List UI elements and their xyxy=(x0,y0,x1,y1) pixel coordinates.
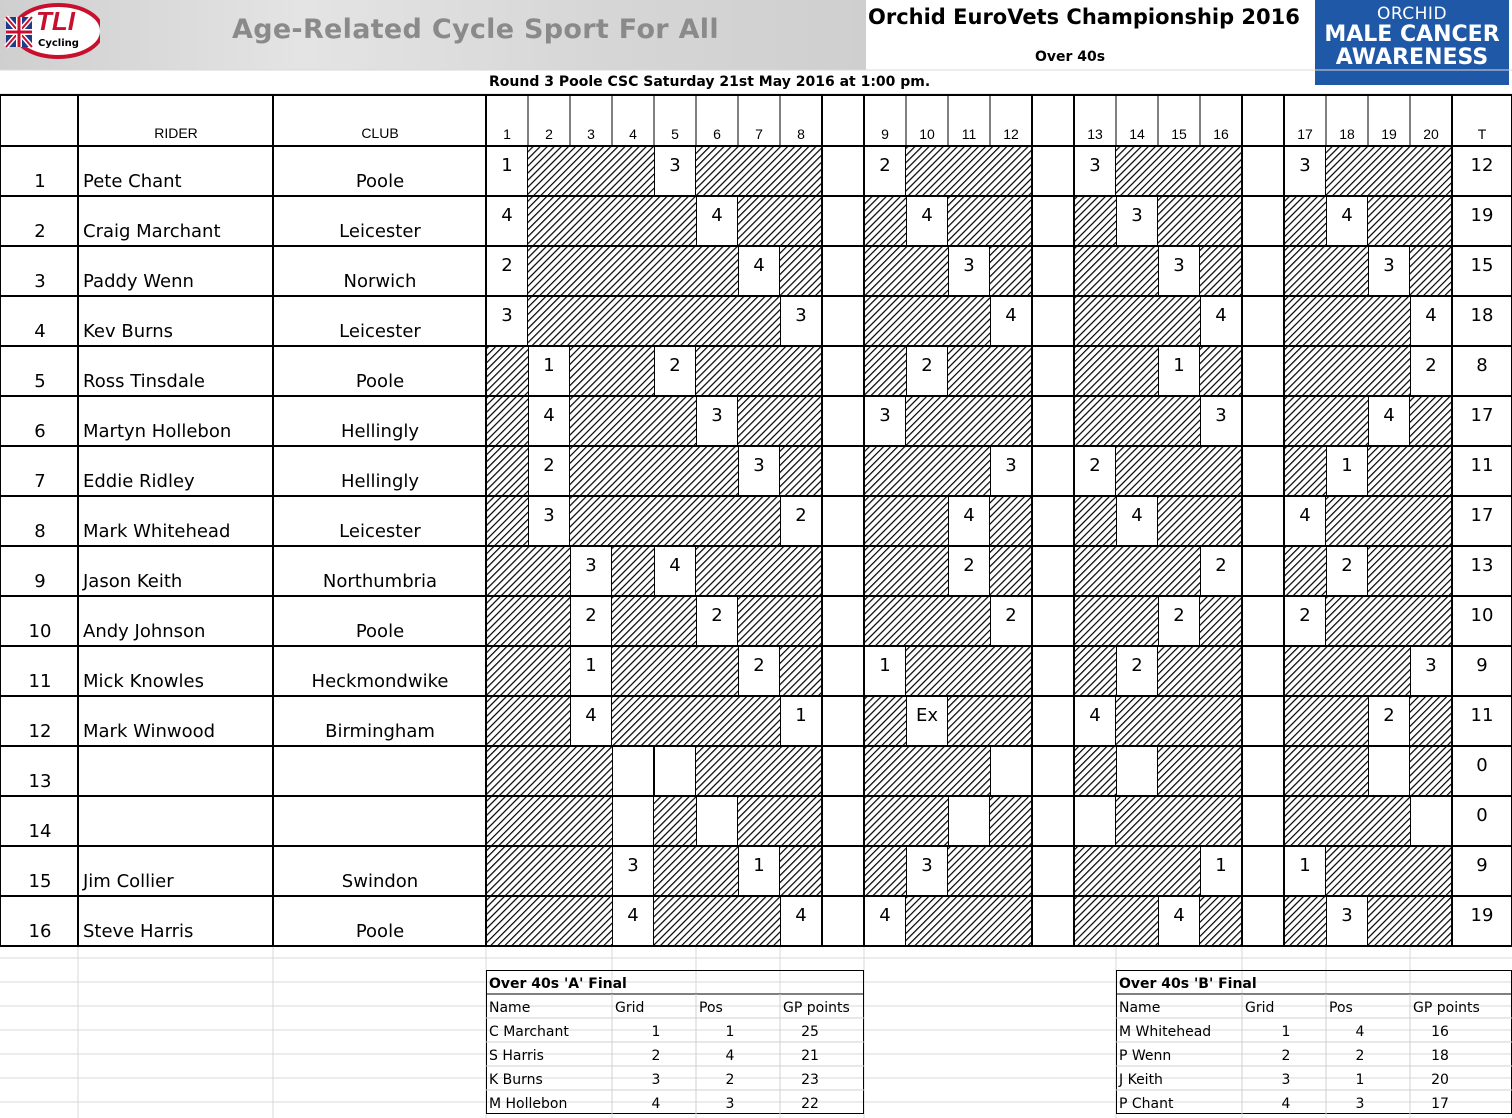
heat-result: 3 xyxy=(1089,155,1101,176)
column-header-heat: 19 xyxy=(1381,126,1397,142)
final-header: GP points xyxy=(783,1000,850,1016)
rider-total: 19 xyxy=(1470,905,1494,926)
rider-name: Mick Knowles xyxy=(83,671,204,692)
column-header-heat: 14 xyxy=(1129,126,1145,142)
heat-result: 4 xyxy=(753,255,765,276)
rider-total: 19 xyxy=(1470,205,1494,226)
heat-result: 1 xyxy=(879,655,891,676)
heat-result: 3 xyxy=(1131,205,1143,226)
column-header-heat: 7 xyxy=(755,126,763,142)
heat-result: 2 xyxy=(711,605,723,626)
rider-name: Pete Chant xyxy=(83,171,182,192)
heat-result: 4 xyxy=(1215,305,1227,326)
final-grid: 1 xyxy=(651,1024,661,1040)
column-header-heat: 2 xyxy=(545,126,553,142)
final-grid: 1 xyxy=(1281,1024,1291,1040)
rider-number: 13 xyxy=(28,771,52,792)
rider-total: 0 xyxy=(1476,805,1488,826)
rider-total: 12 xyxy=(1470,155,1494,176)
heat-result: 1 xyxy=(1341,455,1353,476)
heat-result: 4 xyxy=(963,505,975,526)
final-header: Grid xyxy=(1245,1000,1275,1016)
heat-result: 2 xyxy=(1173,605,1185,626)
heat-result: 2 xyxy=(501,255,513,276)
heat-result: 3 xyxy=(1425,655,1437,676)
rider-number: 10 xyxy=(28,621,52,642)
heat-result: 4 xyxy=(501,205,513,226)
heat-result: 2 xyxy=(879,155,891,176)
heat-result: 4 xyxy=(1005,305,1017,326)
final-points: 21 xyxy=(801,1048,819,1064)
final-name: C Marchant xyxy=(489,1024,569,1040)
final-name: P Chant xyxy=(1119,1096,1174,1112)
final-header: Grid xyxy=(615,1000,645,1016)
final-grid: 3 xyxy=(651,1072,661,1088)
rider-number: 16 xyxy=(28,921,52,942)
heat-result: 3 xyxy=(627,855,639,876)
rider-club: Leicester xyxy=(339,521,421,542)
heat-result: 2 xyxy=(1299,605,1311,626)
rider-total: 10 xyxy=(1470,605,1494,626)
column-header-heat: 20 xyxy=(1423,126,1439,142)
rider-club: Leicester xyxy=(339,221,421,242)
heat-result: 4 xyxy=(1425,305,1437,326)
rider-name: Andy Johnson xyxy=(83,621,206,642)
column-header-club: CLUB xyxy=(361,125,399,141)
heat-result: 1 xyxy=(585,655,597,676)
tagline: Age-Related Cycle Sport For All xyxy=(232,14,719,45)
final-pos: 2 xyxy=(1355,1048,1365,1064)
heat-result: 2 xyxy=(921,355,933,376)
rider-club: Poole xyxy=(355,171,405,192)
heat-result: 3 xyxy=(1215,405,1227,426)
heat-result: 4 xyxy=(669,555,681,576)
heat-result: 3 xyxy=(753,455,765,476)
rider-name: Jim Collier xyxy=(83,871,174,892)
sponsor-line-1: ORCHID xyxy=(1376,4,1448,24)
heat-result: 3 xyxy=(501,305,513,326)
column-header-heat: 10 xyxy=(919,126,935,142)
final-name: M Hollebon xyxy=(489,1096,568,1112)
heat-result: 2 xyxy=(1089,455,1101,476)
heat-result: 4 xyxy=(1299,505,1311,526)
heat-result: 2 xyxy=(585,605,597,626)
heat-result: 1 xyxy=(501,155,513,176)
final-points: 20 xyxy=(1431,1072,1449,1088)
heat-result: 2 xyxy=(1215,555,1227,576)
heat-result: 3 xyxy=(1173,255,1185,276)
rider-total: 11 xyxy=(1470,705,1494,726)
rider-number: 15 xyxy=(28,871,52,892)
rider-number: 6 xyxy=(34,421,46,442)
rider-total: 17 xyxy=(1470,405,1494,426)
heat-result: 3 xyxy=(879,405,891,426)
final-pos: 3 xyxy=(1355,1096,1365,1112)
column-header-heat: 4 xyxy=(629,126,637,142)
final-header: GP points xyxy=(1413,1000,1480,1016)
heat-result: 3 xyxy=(543,505,555,526)
rider-club: Poole xyxy=(355,621,405,642)
rider-club: Norwich xyxy=(343,271,417,292)
final-header: Pos xyxy=(699,1000,723,1016)
final-grid: 3 xyxy=(1281,1072,1291,1088)
heat-result: 2 xyxy=(1005,605,1017,626)
column-header-heat: 1 xyxy=(503,126,511,142)
heat-result: 2 xyxy=(963,555,975,576)
heat-result: 4 xyxy=(543,405,555,426)
final-grid: 2 xyxy=(1281,1048,1291,1064)
rider-number: 14 xyxy=(28,821,52,842)
heat-result: 2 xyxy=(1341,555,1353,576)
heat-result: 2 xyxy=(1383,705,1395,726)
final-name: M Whitehead xyxy=(1119,1024,1212,1040)
column-header-heat: 13 xyxy=(1087,126,1103,142)
column-header-heat: 6 xyxy=(713,126,721,142)
rider-name: Jason Keith xyxy=(83,571,183,592)
column-header-heat: 9 xyxy=(881,126,889,142)
final-grid: 4 xyxy=(651,1096,661,1112)
column-header-heat: 3 xyxy=(587,126,595,142)
column-header-heat: 18 xyxy=(1339,126,1355,142)
heat-result: 4 xyxy=(627,905,639,926)
rider-name: Martyn Hollebon xyxy=(83,421,232,442)
final-points: 22 xyxy=(801,1096,819,1112)
rider-club: Northumbria xyxy=(322,571,438,592)
heat-result: 4 xyxy=(921,205,933,226)
rider-total: 8 xyxy=(1476,355,1488,376)
heat-result: 4 xyxy=(1089,705,1101,726)
column-header-heat: 12 xyxy=(1003,126,1019,142)
heat-result: 3 xyxy=(921,855,933,876)
rider-club: Leicester xyxy=(339,321,421,342)
round-info: Round 3 Poole CSC Saturday 21st May 2016 at 1:00 pm. xyxy=(489,74,931,90)
heat-result: 1 xyxy=(1299,855,1311,876)
final-points: 23 xyxy=(801,1072,819,1088)
column-header-heat: 15 xyxy=(1171,126,1187,142)
rider-total: 11 xyxy=(1470,455,1494,476)
heat-result: 3 xyxy=(1383,255,1395,276)
logo-text: TLI xyxy=(36,6,75,36)
heat-result: 1 xyxy=(795,705,807,726)
rider-name: Craig Marchant xyxy=(83,221,221,242)
final-pos: 3 xyxy=(725,1096,735,1112)
final-pos: 2 xyxy=(725,1072,735,1088)
heat-result: 3 xyxy=(1299,155,1311,176)
final-title: Over 40s 'B' Final xyxy=(1119,976,1257,992)
rider-name: Mark Whitehead xyxy=(83,521,231,542)
final-title: Over 40s 'A' Final xyxy=(489,976,627,992)
rider-club: Heckmondwike xyxy=(311,671,449,692)
column-header-heat: 8 xyxy=(797,126,805,142)
rider-club: Swindon xyxy=(341,871,419,892)
rider-number: 8 xyxy=(34,521,46,542)
heat-result: 3 xyxy=(795,305,807,326)
heat-result: 1 xyxy=(1215,855,1227,876)
rider-number: 11 xyxy=(28,671,52,692)
heat-result: 4 xyxy=(879,905,891,926)
rider-number: 9 xyxy=(34,571,46,592)
column-header-heat: 5 xyxy=(671,126,679,142)
rider-club: Poole xyxy=(355,921,405,942)
heat-result: 2 xyxy=(753,655,765,676)
rider-name: Eddie Ridley xyxy=(83,471,195,492)
final-grid: 2 xyxy=(651,1048,661,1064)
final-pos: 1 xyxy=(725,1024,735,1040)
heat-result: 4 xyxy=(1341,205,1353,226)
rider-club: Birmingham xyxy=(325,721,435,742)
heat-result: 3 xyxy=(711,405,723,426)
rider-number: 3 xyxy=(34,271,46,292)
final-name: S Harris xyxy=(489,1048,544,1064)
final-points: 18 xyxy=(1431,1048,1449,1064)
heat-result: 3 xyxy=(585,555,597,576)
heat-result: 4 xyxy=(711,205,723,226)
rider-name: Kev Burns xyxy=(83,321,173,342)
final-pos: 1 xyxy=(1355,1072,1365,1088)
final-pos: 4 xyxy=(725,1048,735,1064)
final-header: Name xyxy=(1119,1000,1161,1016)
final-points: 17 xyxy=(1431,1096,1449,1112)
rider-number: 4 xyxy=(34,321,46,342)
rider-total: 15 xyxy=(1470,255,1494,276)
heat-result: Ex xyxy=(915,705,939,726)
heat-result: 2 xyxy=(795,505,807,526)
heat-result: 2 xyxy=(669,355,681,376)
sponsor-line-2: MALE CANCER xyxy=(1324,22,1500,47)
page-title: Orchid EuroVets Championship 2016 xyxy=(868,5,1300,29)
rider-number: 5 xyxy=(34,371,46,392)
rider-name: Paddy Wenn xyxy=(83,271,194,292)
rider-number: 1 xyxy=(34,171,46,192)
heat-result: 4 xyxy=(1173,905,1185,926)
heat-result: 4 xyxy=(585,705,597,726)
heat-result: 4 xyxy=(795,905,807,926)
final-name: P Wenn xyxy=(1119,1048,1172,1064)
final-grid: 4 xyxy=(1281,1096,1291,1112)
final-points: 16 xyxy=(1431,1024,1449,1040)
final-name: K Burns xyxy=(489,1072,543,1088)
heat-result: 2 xyxy=(543,455,555,476)
final-pos: 4 xyxy=(1355,1024,1365,1040)
final-name: J Keith xyxy=(1119,1072,1163,1088)
heat-result: 2 xyxy=(1425,355,1437,376)
final-header: Pos xyxy=(1329,1000,1353,1016)
column-header-total: T xyxy=(1477,126,1487,142)
column-header-heat: 11 xyxy=(961,126,977,142)
heat-result: 1 xyxy=(1173,355,1185,376)
heat-result: 3 xyxy=(1341,905,1353,926)
heat-result: 3 xyxy=(669,155,681,176)
final-header: Name xyxy=(489,1000,531,1016)
logo-subtext: Cycling xyxy=(38,38,79,49)
heat-result: 4 xyxy=(1131,505,1143,526)
rider-club: Hellingly xyxy=(340,421,420,442)
heat-result: 3 xyxy=(963,255,975,276)
heat-result: 1 xyxy=(543,355,555,376)
final-points: 25 xyxy=(801,1024,819,1040)
column-header-rider: RIDER xyxy=(154,125,198,141)
rider-number: 12 xyxy=(28,721,52,742)
rider-club: Hellingly xyxy=(340,471,420,492)
rider-total: 9 xyxy=(1476,655,1488,676)
column-header-heat: 16 xyxy=(1213,126,1229,142)
rider-total: 17 xyxy=(1470,505,1494,526)
rider-total: 13 xyxy=(1470,555,1494,576)
heat-result: 1 xyxy=(753,855,765,876)
sponsor-line-3: AWARENESS xyxy=(1335,45,1489,70)
rider-name: Steve Harris xyxy=(83,921,194,942)
rider-total: 0 xyxy=(1476,755,1488,776)
rider-club: Poole xyxy=(355,371,405,392)
heat-result: 3 xyxy=(1005,455,1017,476)
rider-number: 2 xyxy=(34,221,46,242)
heat-result: 4 xyxy=(1383,405,1395,426)
column-header-heat: 17 xyxy=(1297,126,1313,142)
rider-name: Mark Winwood xyxy=(83,721,216,742)
heat-result: 2 xyxy=(1131,655,1143,676)
rider-total: 9 xyxy=(1476,855,1488,876)
category-label: Over 40s xyxy=(1035,49,1106,65)
rider-number: 7 xyxy=(34,471,46,492)
rider-name: Ross Tinsdale xyxy=(83,371,205,392)
rider-total: 18 xyxy=(1470,305,1494,326)
